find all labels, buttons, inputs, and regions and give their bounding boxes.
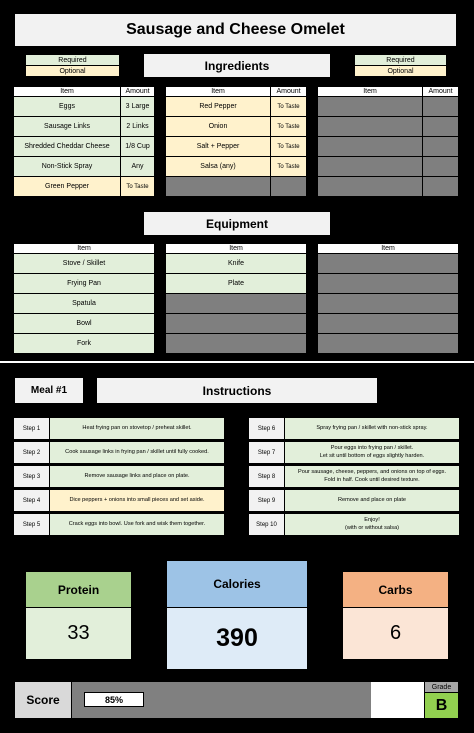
empty-cell	[318, 97, 422, 116]
equipment-item: Knife	[166, 254, 306, 273]
ingredient-item: Green Pepper	[14, 177, 120, 196]
score-label: Score	[15, 682, 71, 718]
ingredient-amount: 1/8 Cup	[121, 137, 154, 156]
empty-cell	[318, 274, 458, 293]
empty-cell	[423, 177, 458, 196]
equipment-heading: Equipment	[144, 212, 330, 235]
step-text: Dice peppers + onions into small pieces and set aside.	[50, 490, 224, 511]
calories-value: 390	[167, 608, 307, 669]
empty-cell	[166, 294, 306, 313]
ingredient-item: Shredded Cheddar Cheese	[14, 137, 120, 156]
instructions-heading: Instructions	[97, 378, 377, 403]
ingredients-col3-item-header: Item	[318, 87, 422, 96]
empty-cell	[318, 314, 458, 333]
equipment-item: Fork	[14, 334, 154, 353]
equipment-item: Bowl	[14, 314, 154, 333]
ingredient-amount: Any	[121, 157, 154, 176]
ingredient-item: Eggs	[14, 97, 120, 116]
carbs-header: Carbs	[343, 572, 448, 607]
step-text: Remove and place on plate	[285, 490, 459, 511]
empty-cell	[318, 157, 422, 176]
equipment-col2-header: Item	[166, 244, 306, 253]
step-text: Pour eggs into frying pan / skillet. Let sit until bottom of eggs slightly harden.	[285, 442, 459, 463]
empty-cell	[423, 97, 458, 116]
grade-value: B	[425, 693, 458, 718]
empty-cell	[423, 117, 458, 136]
step-text: Pour sausage, cheese, peppers, and onions on top of eggs. Fold in half. Cook until desired texture.	[285, 466, 459, 487]
equipment-item: Frying Pan	[14, 274, 154, 293]
meal-label: Meal #1	[15, 378, 83, 403]
equipment-item: Plate	[166, 274, 306, 293]
empty-cell	[318, 117, 422, 136]
ingredient-amount: 3 Large	[121, 97, 154, 116]
calories-header: Calories	[167, 561, 307, 607]
empty-cell	[166, 177, 270, 196]
recipe-title: Sausage and Cheese Omelet	[15, 14, 456, 46]
empty-cell	[318, 137, 422, 156]
step-label: Step 3	[14, 466, 49, 487]
empty-cell	[318, 334, 458, 353]
ingredient-item: Red Pepper	[166, 97, 270, 116]
ingredients-col1-amount-header: Amount	[121, 87, 154, 96]
score-bar-track	[72, 682, 424, 718]
grade-label: Grade	[425, 682, 458, 692]
legend-optional-right: Optional	[355, 66, 446, 76]
ingredients-col2-item-header: Item	[166, 87, 270, 96]
step-text: Remove sausage links and place on plate.	[50, 466, 224, 487]
equipment-col3-header: Item	[318, 244, 458, 253]
legend-required-left: Required	[26, 55, 119, 65]
step-text: Cook sausage links in frying pan / skillet until fully cooked.	[50, 442, 224, 463]
ingredient-amount: To Taste	[271, 137, 306, 156]
step-label: Step 6	[249, 418, 284, 439]
ingredient-item: Non-Stick Spray	[14, 157, 120, 176]
ingredient-amount: 2 Links	[121, 117, 154, 136]
empty-cell	[318, 177, 422, 196]
step-label: Step 4	[14, 490, 49, 511]
equipment-item: Spatula	[14, 294, 154, 313]
step-label: Step 8	[249, 466, 284, 487]
step-text: Heat frying pan on stovetop / preheat skillet.	[50, 418, 224, 439]
ingredients-col3-amount-header: Amount	[423, 87, 458, 96]
step-text: Spray frying pan / skillet with non-stick spray.	[285, 418, 459, 439]
ingredients-heading: Ingredients	[144, 54, 330, 77]
legend-optional-left: Optional	[26, 66, 119, 76]
ingredient-amount: To Taste	[271, 117, 306, 136]
carbs-value: 6	[343, 608, 448, 659]
step-label: Step 2	[14, 442, 49, 463]
empty-cell	[423, 157, 458, 176]
ingredient-amount: To Taste	[271, 97, 306, 116]
step-label: Step 10	[249, 514, 284, 535]
step-label: Step 9	[249, 490, 284, 511]
score-percent: 85%	[84, 692, 144, 707]
empty-cell	[318, 254, 458, 273]
empty-cell	[318, 294, 458, 313]
step-text: Crack eggs into bowl. Use fork and wisk them together.	[50, 514, 224, 535]
section-divider	[0, 361, 474, 363]
empty-cell	[271, 177, 306, 196]
ingredient-amount: To Taste	[121, 177, 154, 196]
ingredient-item: Salsa (any)	[166, 157, 270, 176]
empty-cell	[423, 137, 458, 156]
ingredients-col1-item-header: Item	[14, 87, 120, 96]
ingredient-item: Salt + Pepper	[166, 137, 270, 156]
protein-value: 33	[26, 608, 131, 659]
equipment-item: Stove / Skillet	[14, 254, 154, 273]
ingredient-item: Sausage Links	[14, 117, 120, 136]
empty-cell	[166, 334, 306, 353]
ingredient-item: Onion	[166, 117, 270, 136]
empty-cell	[166, 314, 306, 333]
ingredient-amount: To Taste	[271, 157, 306, 176]
step-label: Step 7	[249, 442, 284, 463]
step-text: Enjoy! (with or without salsa)	[285, 514, 459, 535]
ingredients-col2-amount-header: Amount	[271, 87, 306, 96]
step-label: Step 5	[14, 514, 49, 535]
step-label: Step 1	[14, 418, 49, 439]
protein-header: Protein	[26, 572, 131, 607]
legend-required-right: Required	[355, 55, 446, 65]
equipment-col1-header: Item	[14, 244, 154, 253]
